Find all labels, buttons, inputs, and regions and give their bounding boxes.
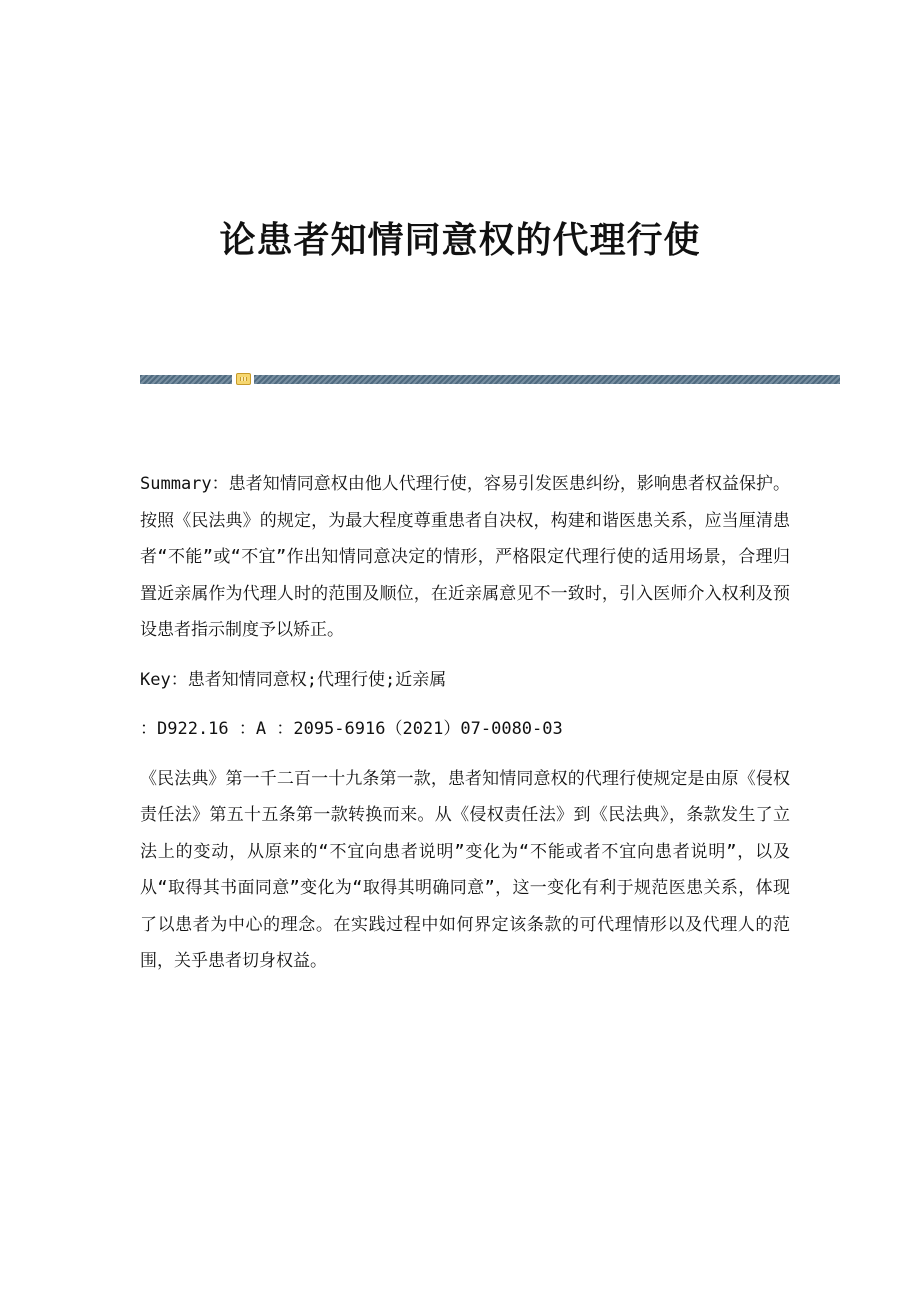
- summary-paragraph: [140, 466, 790, 649]
- divider-bar-right: [254, 375, 840, 384]
- document-title: 论患者知情同意权的代理行使: [219, 219, 701, 261]
- document-content: [140, 466, 790, 993]
- divider-bar-left: [140, 375, 232, 384]
- keywords-paragraph: [140, 662, 790, 699]
- summary-label: Summary：: [140, 474, 229, 494]
- title-divider: [140, 375, 840, 384]
- classification-line: ：D922.16 ：A ：2095-6916（2021）07-0080-03: [140, 719, 563, 739]
- key-text: 患者知情同意权;代理行使;近亲属: [187, 669, 447, 690]
- summary-text: 患者知情同意权由他人代理行使，容易引发医患纠纷，影响患者权益保护。按照《民法典》的规定，为最大程度尊重患者自决权，构建和谐医患关系，应当厘清患者“不能”或“不宜”作出知情同意决定的情形，严格限定代理行使的适用场景，合理归置近亲属作为代理人时的范围及顺位，在近亲属意见不一致时，引入医师介入权利及预设患者指示制度予以矫正。: [140, 474, 790, 640]
- body-paragraph: 《民法典》第一千二百一十九条第一款，患者知情同意权的代理行使规定是由原《侵权责任法》第五十五条第一款转换而来。从《侵权责任法》到《民法典》，条款发生了立法上的变动，从原来的“不宜向患者说明”变化为“不能或者不宜向患者说明”，以及从“取得其书面同意”变化为“取得其明确同意”，这一变化有利于规范医患关系，体现了以患者为中心的理念。在实践过程中如何界定该条款的可代理情形以及代理人的范围，关乎患者切身权益。: [140, 768, 790, 971]
- key-label: Key：: [140, 669, 188, 690]
- divider-ornament-icon: [236, 373, 251, 385]
